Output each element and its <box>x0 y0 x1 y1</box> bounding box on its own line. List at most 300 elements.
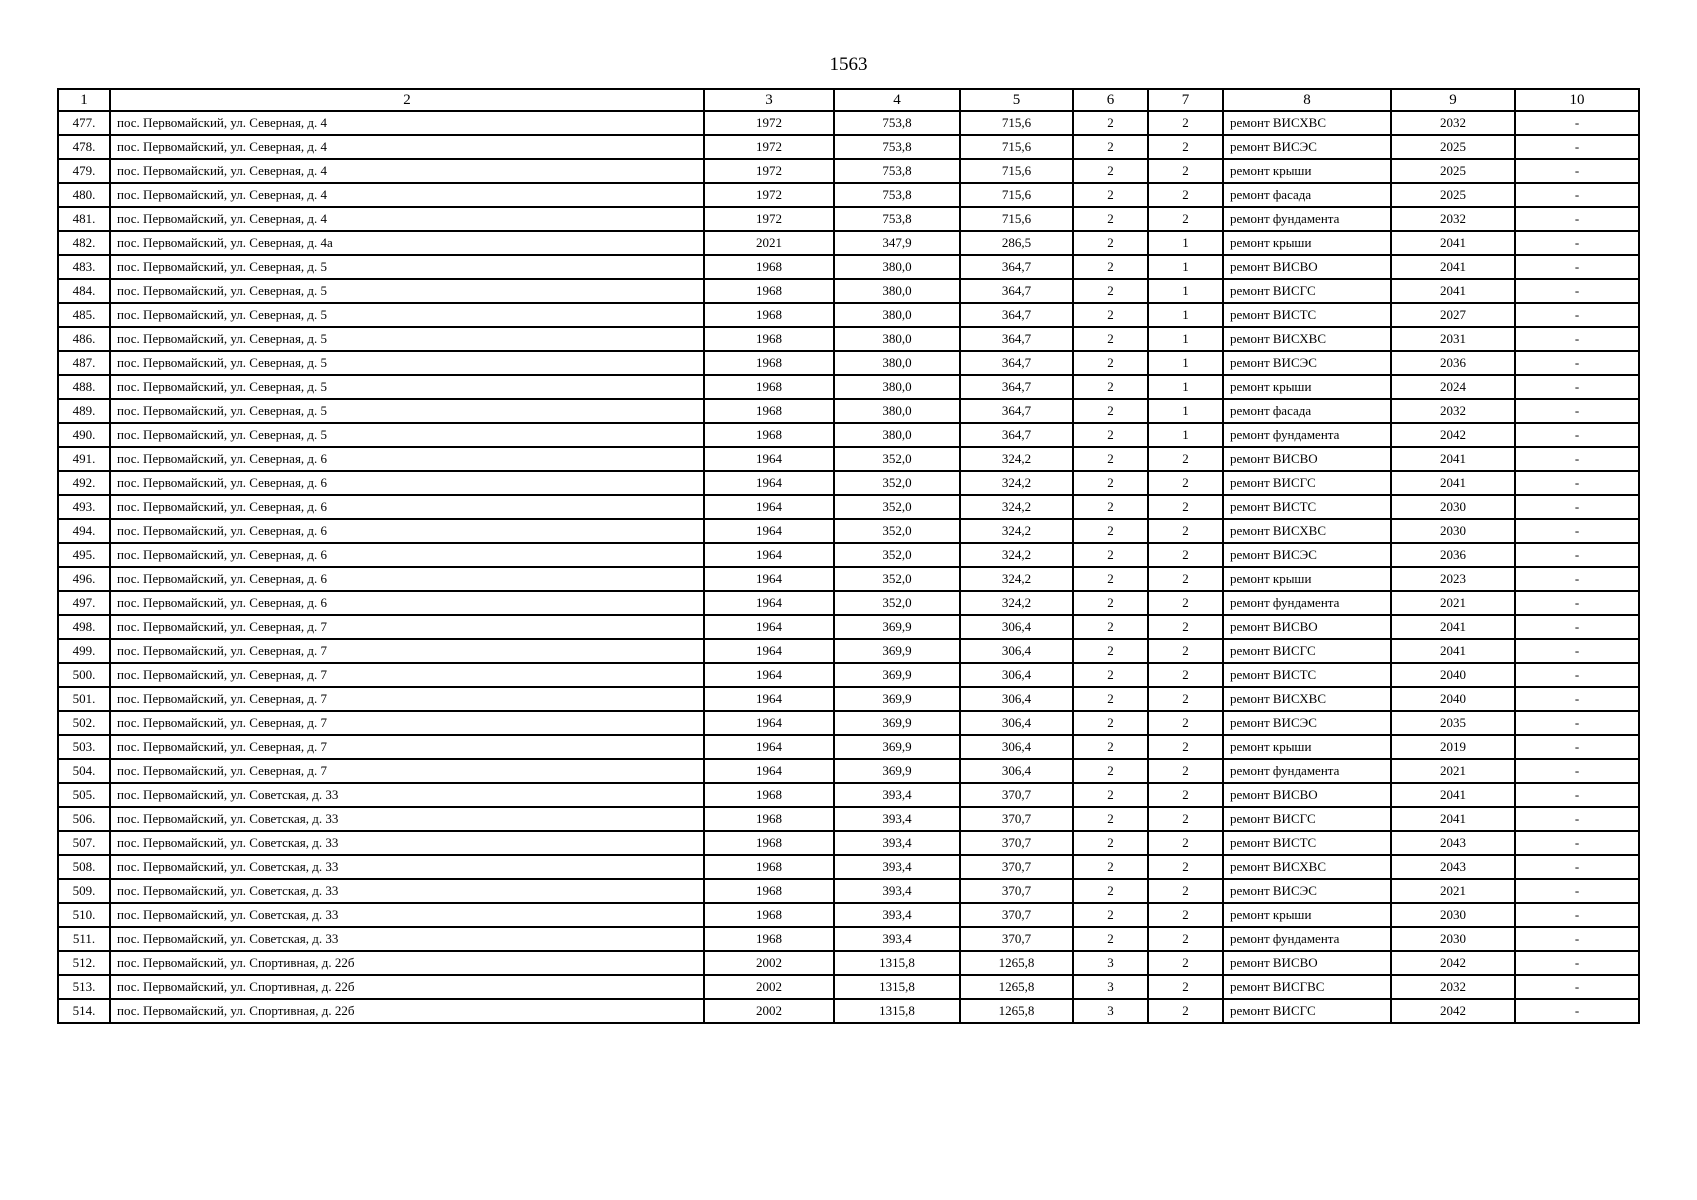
floors-cell: 2 <box>1073 135 1148 159</box>
row-number-cell: 495. <box>58 543 110 567</box>
year-built-cell: 1964 <box>704 447 834 471</box>
planned-year-cell: 2030 <box>1391 519 1515 543</box>
note-cell: - <box>1515 687 1639 711</box>
row-number-cell: 499. <box>58 639 110 663</box>
work-type-cell: ремонт ВИСТС <box>1223 663 1391 687</box>
address-cell: пос. Первомайский, ул. Северная, д. 6 <box>110 591 704 615</box>
table-row <box>58 231 1639 255</box>
work-type-cell: ремонт ВИСВО <box>1223 951 1391 975</box>
living-area-cell: 364,7 <box>960 399 1073 423</box>
year-built-cell: 1964 <box>704 735 834 759</box>
work-type-cell: ремонт ВИСЭС <box>1223 135 1391 159</box>
planned-year-cell: 2043 <box>1391 855 1515 879</box>
living-area-cell: 286,5 <box>960 231 1073 255</box>
floors-cell: 2 <box>1073 903 1148 927</box>
floors-cell: 2 <box>1073 159 1148 183</box>
living-area-cell: 306,4 <box>960 759 1073 783</box>
total-area-cell: 369,9 <box>834 711 960 735</box>
note-cell: - <box>1515 327 1639 351</box>
work-type-cell: ремонт ВИСХВС <box>1223 855 1391 879</box>
planned-year-cell: 2036 <box>1391 543 1515 567</box>
note-cell: - <box>1515 735 1639 759</box>
work-type-cell: ремонт крыши <box>1223 375 1391 399</box>
entrances-cell: 1 <box>1148 279 1223 303</box>
planned-year-cell: 2041 <box>1391 615 1515 639</box>
total-area-cell: 393,4 <box>834 783 960 807</box>
total-area-cell: 380,0 <box>834 351 960 375</box>
address-cell: пос. Первомайский, ул. Северная, д. 6 <box>110 495 704 519</box>
living-area-cell: 324,2 <box>960 471 1073 495</box>
floors-cell: 3 <box>1073 951 1148 975</box>
living-area-cell: 364,7 <box>960 423 1073 447</box>
living-area-cell: 1265,8 <box>960 975 1073 999</box>
table-row <box>58 207 1639 231</box>
row-number-cell: 504. <box>58 759 110 783</box>
note-cell: - <box>1515 135 1639 159</box>
total-area-cell: 380,0 <box>834 303 960 327</box>
entrances-cell: 2 <box>1148 495 1223 519</box>
work-type-cell: ремонт крыши <box>1223 903 1391 927</box>
note-cell: - <box>1515 663 1639 687</box>
work-type-cell: ремонт крыши <box>1223 567 1391 591</box>
row-number-cell: 509. <box>58 879 110 903</box>
planned-year-cell: 2041 <box>1391 639 1515 663</box>
floors-cell: 2 <box>1073 375 1148 399</box>
work-type-cell: ремонт ВИСГС <box>1223 999 1391 1023</box>
planned-year-cell: 2030 <box>1391 495 1515 519</box>
address-cell: пос. Первомайский, ул. Советская, д. 33 <box>110 831 704 855</box>
living-area-cell: 370,7 <box>960 783 1073 807</box>
year-built-cell: 1972 <box>704 207 834 231</box>
living-area-cell: 324,2 <box>960 591 1073 615</box>
planned-year-cell: 2042 <box>1391 423 1515 447</box>
total-area-cell: 369,9 <box>834 759 960 783</box>
row-number-cell: 478. <box>58 135 110 159</box>
entrances-cell: 2 <box>1148 975 1223 999</box>
column-header-7: 7 <box>1148 89 1223 111</box>
living-area-cell: 370,7 <box>960 807 1073 831</box>
work-type-cell: ремонт крыши <box>1223 231 1391 255</box>
year-built-cell: 1972 <box>704 135 834 159</box>
table-row <box>58 975 1639 999</box>
floors-cell: 2 <box>1073 279 1148 303</box>
work-type-cell: ремонт ВИСЭС <box>1223 351 1391 375</box>
planned-year-cell: 2036 <box>1391 351 1515 375</box>
floors-cell: 2 <box>1073 927 1148 951</box>
table-row <box>58 879 1639 903</box>
total-area-cell: 347,9 <box>834 231 960 255</box>
address-cell: пос. Первомайский, ул. Северная, д. 6 <box>110 471 704 495</box>
row-number-cell: 487. <box>58 351 110 375</box>
column-header-10: 10 <box>1515 89 1639 111</box>
planned-year-cell: 2042 <box>1391 951 1515 975</box>
floors-cell: 2 <box>1073 855 1148 879</box>
note-cell: - <box>1515 975 1639 999</box>
planned-year-cell: 2041 <box>1391 255 1515 279</box>
planned-year-cell: 2024 <box>1391 375 1515 399</box>
living-area-cell: 306,4 <box>960 687 1073 711</box>
row-number-cell: 496. <box>58 567 110 591</box>
total-area-cell: 393,4 <box>834 903 960 927</box>
table-row <box>58 999 1639 1023</box>
year-built-cell: 1964 <box>704 711 834 735</box>
note-cell: - <box>1515 711 1639 735</box>
year-built-cell: 1968 <box>704 327 834 351</box>
address-cell: пос. Первомайский, ул. Северная, д. 5 <box>110 279 704 303</box>
total-area-cell: 352,0 <box>834 591 960 615</box>
floors-cell: 2 <box>1073 663 1148 687</box>
living-area-cell: 324,2 <box>960 495 1073 519</box>
table-row <box>58 567 1639 591</box>
floors-cell: 3 <box>1073 999 1148 1023</box>
total-area-cell: 393,4 <box>834 879 960 903</box>
work-type-cell: ремонт ВИСТС <box>1223 303 1391 327</box>
floors-cell: 2 <box>1073 423 1148 447</box>
row-number-cell: 501. <box>58 687 110 711</box>
table-row <box>58 807 1639 831</box>
entrances-cell: 1 <box>1148 255 1223 279</box>
address-cell: пос. Первомайский, ул. Советская, д. 33 <box>110 879 704 903</box>
living-area-cell: 370,7 <box>960 879 1073 903</box>
total-area-cell: 753,8 <box>834 207 960 231</box>
table-row <box>58 423 1639 447</box>
work-type-cell: ремонт ВИСГС <box>1223 471 1391 495</box>
floors-cell: 2 <box>1073 207 1148 231</box>
address-cell: пос. Первомайский, ул. Северная, д. 4 <box>110 135 704 159</box>
table-row <box>58 759 1639 783</box>
floors-cell: 2 <box>1073 351 1148 375</box>
address-cell: пос. Первомайский, ул. Северная, д. 7 <box>110 615 704 639</box>
address-cell: пос. Первомайский, ул. Северная, д. 6 <box>110 447 704 471</box>
total-area-cell: 1315,8 <box>834 975 960 999</box>
floors-cell: 2 <box>1073 327 1148 351</box>
note-cell: - <box>1515 639 1639 663</box>
living-area-cell: 324,2 <box>960 519 1073 543</box>
total-area-cell: 393,4 <box>834 831 960 855</box>
row-number-cell: 505. <box>58 783 110 807</box>
living-area-cell: 1265,8 <box>960 999 1073 1023</box>
address-cell: пос. Первомайский, ул. Северная, д. 4 <box>110 159 704 183</box>
address-cell: пос. Первомайский, ул. Северная, д. 6 <box>110 543 704 567</box>
address-cell: пос. Первомайский, ул. Северная, д. 5 <box>110 327 704 351</box>
total-area-cell: 380,0 <box>834 375 960 399</box>
column-header-8: 8 <box>1223 89 1391 111</box>
total-area-cell: 380,0 <box>834 399 960 423</box>
year-built-cell: 1968 <box>704 807 834 831</box>
entrances-cell: 2 <box>1148 519 1223 543</box>
planned-year-cell: 2040 <box>1391 663 1515 687</box>
note-cell: - <box>1515 615 1639 639</box>
work-type-cell: ремонт ВИСГВС <box>1223 975 1391 999</box>
year-built-cell: 1968 <box>704 783 834 807</box>
living-area-cell: 364,7 <box>960 303 1073 327</box>
floors-cell: 2 <box>1073 543 1148 567</box>
total-area-cell: 753,8 <box>834 159 960 183</box>
address-cell: пос. Первомайский, ул. Спортивная, д. 22б <box>110 951 704 975</box>
work-type-cell: ремонт крыши <box>1223 735 1391 759</box>
entrances-cell: 2 <box>1148 927 1223 951</box>
total-area-cell: 352,0 <box>834 543 960 567</box>
entrances-cell: 2 <box>1148 879 1223 903</box>
address-cell: пос. Первомайский, ул. Северная, д. 7 <box>110 759 704 783</box>
planned-year-cell: 2032 <box>1391 399 1515 423</box>
table-body <box>58 111 1639 1023</box>
entrances-cell: 2 <box>1148 951 1223 975</box>
row-number-cell: 486. <box>58 327 110 351</box>
planned-year-cell: 2032 <box>1391 207 1515 231</box>
column-header-6: 6 <box>1073 89 1148 111</box>
floors-cell: 2 <box>1073 495 1148 519</box>
entrances-cell: 2 <box>1148 183 1223 207</box>
planned-year-cell: 2027 <box>1391 303 1515 327</box>
entrances-cell: 2 <box>1148 855 1223 879</box>
table-row <box>58 735 1639 759</box>
floors-cell: 2 <box>1073 735 1148 759</box>
work-type-cell: ремонт ВИСТС <box>1223 831 1391 855</box>
work-type-cell: ремонт ВИСВО <box>1223 615 1391 639</box>
floors-cell: 2 <box>1073 831 1148 855</box>
table-row <box>58 903 1639 927</box>
row-number-cell: 484. <box>58 279 110 303</box>
note-cell: - <box>1515 471 1639 495</box>
entrances-cell: 2 <box>1148 567 1223 591</box>
work-type-cell: ремонт ВИСЭС <box>1223 879 1391 903</box>
year-built-cell: 1964 <box>704 759 834 783</box>
planned-year-cell: 2025 <box>1391 135 1515 159</box>
row-number-cell: 477. <box>58 111 110 135</box>
note-cell: - <box>1515 879 1639 903</box>
total-area-cell: 380,0 <box>834 279 960 303</box>
planned-year-cell: 2031 <box>1391 327 1515 351</box>
address-cell: пос. Первомайский, ул. Северная, д. 4 <box>110 207 704 231</box>
table-row <box>58 375 1639 399</box>
note-cell: - <box>1515 351 1639 375</box>
table-row <box>58 687 1639 711</box>
floors-cell: 2 <box>1073 879 1148 903</box>
living-area-cell: 715,6 <box>960 159 1073 183</box>
living-area-cell: 324,2 <box>960 447 1073 471</box>
planned-year-cell: 2035 <box>1391 711 1515 735</box>
entrances-cell: 2 <box>1148 663 1223 687</box>
note-cell: - <box>1515 399 1639 423</box>
floors-cell: 3 <box>1073 975 1148 999</box>
row-number-cell: 490. <box>58 423 110 447</box>
work-type-cell: ремонт ВИСХВС <box>1223 687 1391 711</box>
floors-cell: 2 <box>1073 399 1148 423</box>
entrances-cell: 2 <box>1148 615 1223 639</box>
column-header-9: 9 <box>1391 89 1515 111</box>
work-type-cell: ремонт ВИСВО <box>1223 447 1391 471</box>
note-cell: - <box>1515 159 1639 183</box>
table-row <box>58 855 1639 879</box>
table-row <box>58 351 1639 375</box>
work-type-cell: ремонт ВИСВО <box>1223 783 1391 807</box>
row-number-cell: 494. <box>58 519 110 543</box>
note-cell: - <box>1515 543 1639 567</box>
work-type-cell: ремонт фундамента <box>1223 759 1391 783</box>
work-type-cell: ремонт фундамента <box>1223 423 1391 447</box>
table-row <box>58 111 1639 135</box>
floors-cell: 2 <box>1073 111 1148 135</box>
total-area-cell: 393,4 <box>834 927 960 951</box>
year-built-cell: 1968 <box>704 399 834 423</box>
entrances-cell: 1 <box>1148 351 1223 375</box>
row-number-cell: 498. <box>58 615 110 639</box>
row-number-cell: 492. <box>58 471 110 495</box>
floors-cell: 2 <box>1073 687 1148 711</box>
table-row <box>58 615 1639 639</box>
address-cell: пос. Первомайский, ул. Северная, д. 7 <box>110 639 704 663</box>
year-built-cell: 1968 <box>704 927 834 951</box>
year-built-cell: 1964 <box>704 663 834 687</box>
entrances-cell: 2 <box>1148 159 1223 183</box>
year-built-cell: 1968 <box>704 879 834 903</box>
planned-year-cell: 2021 <box>1391 759 1515 783</box>
note-cell: - <box>1515 303 1639 327</box>
address-cell: пос. Первомайский, ул. Северная, д. 5 <box>110 351 704 375</box>
year-built-cell: 2021 <box>704 231 834 255</box>
living-area-cell: 324,2 <box>960 543 1073 567</box>
work-type-cell: ремонт ВИСХВС <box>1223 111 1391 135</box>
work-type-cell: ремонт фундамента <box>1223 927 1391 951</box>
year-built-cell: 1968 <box>704 351 834 375</box>
year-built-cell: 1964 <box>704 495 834 519</box>
work-type-cell: ремонт ВИСГС <box>1223 807 1391 831</box>
living-area-cell: 364,7 <box>960 279 1073 303</box>
living-area-cell: 364,7 <box>960 327 1073 351</box>
address-cell: пос. Первомайский, ул. Северная, д. 5 <box>110 423 704 447</box>
entrances-cell: 2 <box>1148 639 1223 663</box>
year-built-cell: 1964 <box>704 639 834 663</box>
planned-year-cell: 2032 <box>1391 111 1515 135</box>
floors-cell: 2 <box>1073 255 1148 279</box>
year-built-cell: 2002 <box>704 975 834 999</box>
row-number-cell: 514. <box>58 999 110 1023</box>
floors-cell: 2 <box>1073 183 1148 207</box>
planned-year-cell: 2032 <box>1391 975 1515 999</box>
row-number-cell: 502. <box>58 711 110 735</box>
entrances-cell: 2 <box>1148 831 1223 855</box>
floors-cell: 2 <box>1073 519 1148 543</box>
floors-cell: 2 <box>1073 567 1148 591</box>
living-area-cell: 715,6 <box>960 135 1073 159</box>
total-area-cell: 352,0 <box>834 567 960 591</box>
table-row <box>58 447 1639 471</box>
work-type-cell: ремонт фасада <box>1223 399 1391 423</box>
total-area-cell: 380,0 <box>834 255 960 279</box>
entrances-cell: 2 <box>1148 711 1223 735</box>
table-row <box>58 471 1639 495</box>
address-cell: пос. Первомайский, ул. Северная, д. 5 <box>110 375 704 399</box>
table-row <box>58 327 1639 351</box>
year-built-cell: 1964 <box>704 615 834 639</box>
total-area-cell: 380,0 <box>834 423 960 447</box>
entrances-cell: 2 <box>1148 111 1223 135</box>
year-built-cell: 1968 <box>704 903 834 927</box>
row-number-cell: 500. <box>58 663 110 687</box>
table-row <box>58 159 1639 183</box>
living-area-cell: 306,4 <box>960 735 1073 759</box>
year-built-cell: 1968 <box>704 423 834 447</box>
entrances-cell: 1 <box>1148 231 1223 255</box>
living-area-cell: 370,7 <box>960 855 1073 879</box>
work-type-cell: ремонт фундамента <box>1223 591 1391 615</box>
year-built-cell: 1968 <box>704 831 834 855</box>
table-row <box>58 591 1639 615</box>
address-cell: пос. Первомайский, ул. Северная, д. 4 <box>110 183 704 207</box>
table-row <box>58 135 1639 159</box>
living-area-cell: 306,4 <box>960 711 1073 735</box>
year-built-cell: 1964 <box>704 591 834 615</box>
planned-year-cell: 2021 <box>1391 591 1515 615</box>
total-area-cell: 393,4 <box>834 855 960 879</box>
year-built-cell: 2002 <box>704 951 834 975</box>
row-number-cell: 491. <box>58 447 110 471</box>
table-row <box>58 711 1639 735</box>
address-cell: пос. Первомайский, ул. Северная, д. 7 <box>110 687 704 711</box>
living-area-cell: 715,6 <box>960 207 1073 231</box>
repair-schedule-table <box>57 88 1640 1024</box>
table-row <box>58 519 1639 543</box>
planned-year-cell: 2021 <box>1391 879 1515 903</box>
floors-cell: 2 <box>1073 639 1148 663</box>
entrances-cell: 1 <box>1148 423 1223 447</box>
row-number-cell: 488. <box>58 375 110 399</box>
note-cell: - <box>1515 111 1639 135</box>
planned-year-cell: 2030 <box>1391 903 1515 927</box>
planned-year-cell: 2043 <box>1391 831 1515 855</box>
year-built-cell: 1964 <box>704 471 834 495</box>
living-area-cell: 370,7 <box>960 927 1073 951</box>
column-header-3: 3 <box>704 89 834 111</box>
work-type-cell: ремонт фасада <box>1223 183 1391 207</box>
total-area-cell: 753,8 <box>834 183 960 207</box>
table-row <box>58 543 1639 567</box>
column-header-4: 4 <box>834 89 960 111</box>
living-area-cell: 364,7 <box>960 255 1073 279</box>
note-cell: - <box>1515 903 1639 927</box>
address-cell: пос. Первомайский, ул. Северная, д. 7 <box>110 735 704 759</box>
year-built-cell: 1964 <box>704 519 834 543</box>
row-number-cell: 503. <box>58 735 110 759</box>
address-cell: пос. Первомайский, ул. Советская, д. 33 <box>110 783 704 807</box>
table-row <box>58 183 1639 207</box>
table-row <box>58 663 1639 687</box>
table-row <box>58 783 1639 807</box>
address-cell: пос. Первомайский, ул. Советская, д. 33 <box>110 927 704 951</box>
row-number-cell: 489. <box>58 399 110 423</box>
entrances-cell: 2 <box>1148 471 1223 495</box>
planned-year-cell: 2041 <box>1391 447 1515 471</box>
entrances-cell: 2 <box>1148 591 1223 615</box>
entrances-cell: 1 <box>1148 399 1223 423</box>
total-area-cell: 369,9 <box>834 639 960 663</box>
total-area-cell: 352,0 <box>834 519 960 543</box>
entrances-cell: 2 <box>1148 687 1223 711</box>
planned-year-cell: 2041 <box>1391 231 1515 255</box>
year-built-cell: 1968 <box>704 375 834 399</box>
row-number-cell: 511. <box>58 927 110 951</box>
total-area-cell: 369,9 <box>834 687 960 711</box>
floors-cell: 2 <box>1073 471 1148 495</box>
row-number-cell: 508. <box>58 855 110 879</box>
row-number-cell: 512. <box>58 951 110 975</box>
total-area-cell: 352,0 <box>834 471 960 495</box>
floors-cell: 2 <box>1073 615 1148 639</box>
table-row <box>58 303 1639 327</box>
row-number-cell: 480. <box>58 183 110 207</box>
note-cell: - <box>1515 591 1639 615</box>
